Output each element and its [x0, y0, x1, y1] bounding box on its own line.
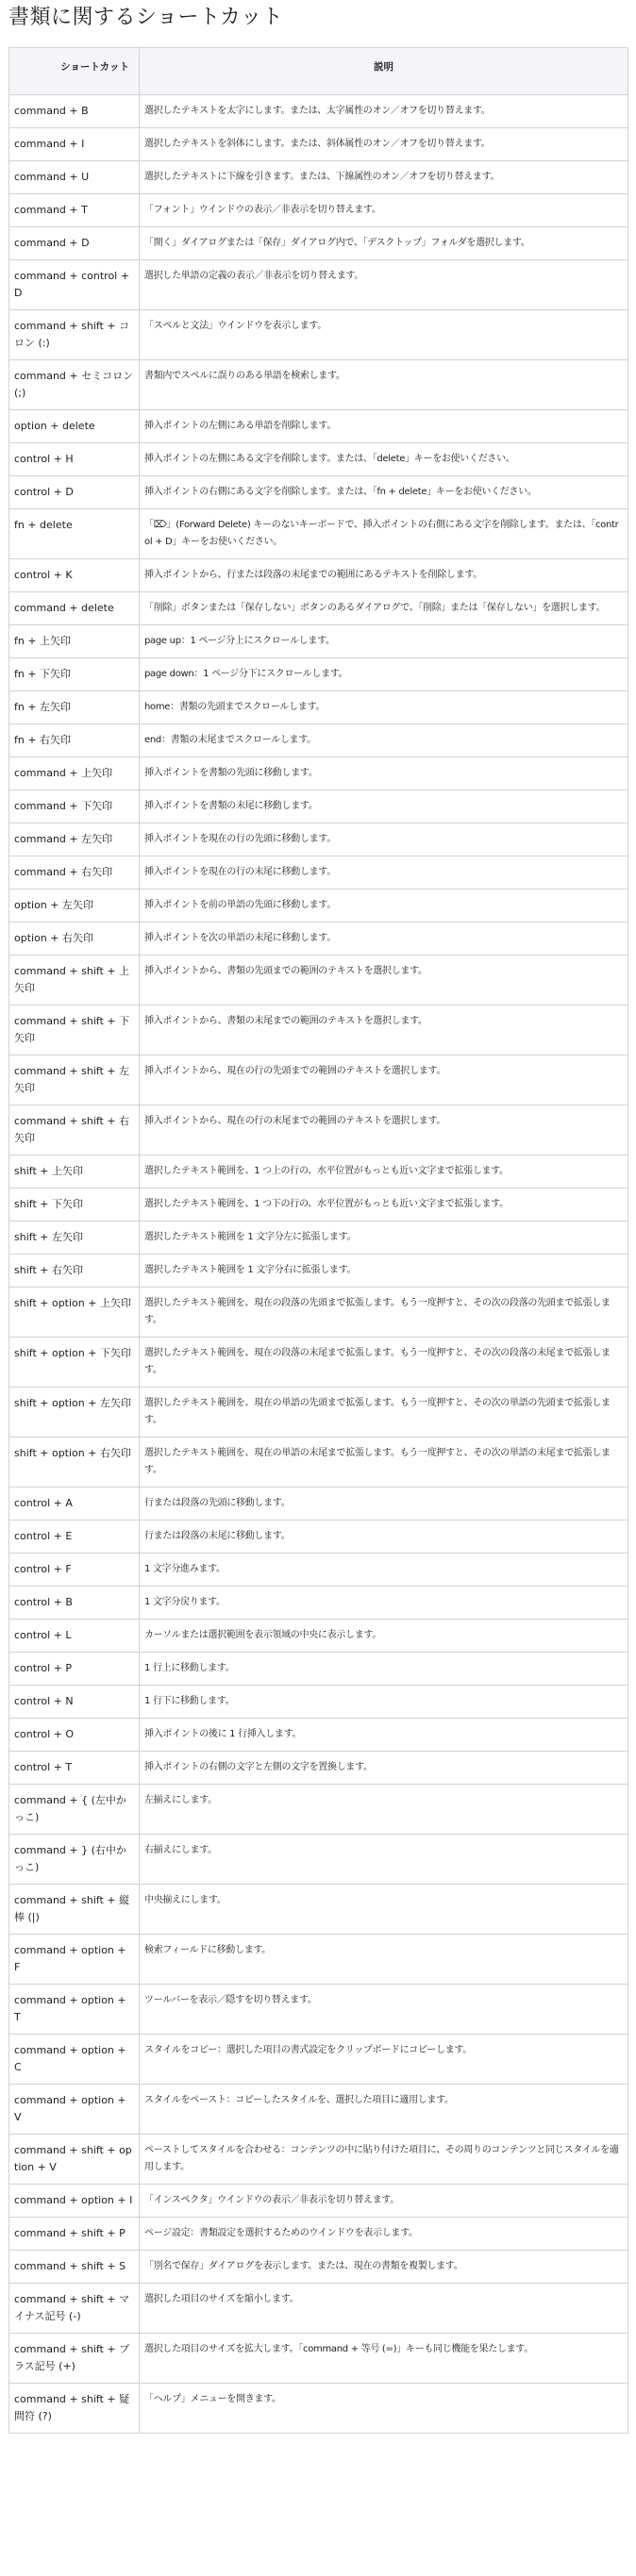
shortcut-key-cell: fn + delete — [9, 509, 140, 559]
table-row — [9, 161, 628, 194]
shortcut-key-cell: command + shift + マイナス記号 (-) — [9, 2284, 140, 2334]
shortcut-key-cell: option + 左矢印 — [9, 889, 140, 922]
shortcut-description-cell: page down：1 ページ分下にスクロールします。 — [140, 658, 628, 691]
shortcut-description-cell: 選択したテキストを斜体にします。または、斜体属性のオン／オフを切り替えます。 — [140, 128, 628, 161]
table-row — [9, 691, 628, 724]
shortcut-description-cell: 選択した項目のサイズを縮小します。 — [140, 2284, 628, 2334]
shortcut-description-cell: 「開く」ダイアログまたは「保存」ダイアログ内で、「デスクトップ」フォルダを選択します。 — [140, 227, 628, 260]
shortcut-description-cell: 行または段落の先頭に移動します。 — [140, 1487, 628, 1521]
table-body — [9, 95, 628, 2434]
table-row — [9, 1438, 628, 1487]
shortcut-description-cell: 挿入ポイントを前の単語の先頭に移動します。 — [140, 889, 628, 922]
table-row — [9, 2251, 628, 2284]
table-row — [9, 1388, 628, 1438]
shortcut-key-cell: control + D — [9, 476, 140, 509]
table-row — [9, 2185, 628, 2218]
shortcut-description-cell: 挿入ポイントの後に 1 行挿入します。 — [140, 1719, 628, 1752]
shortcut-key-cell: command + control + D — [9, 260, 140, 310]
table-row — [9, 1686, 628, 1719]
shortcut-key-cell: shift + 下矢印 — [9, 1188, 140, 1222]
shortcut-description-cell: 挿入ポイントの左側にある文字を削除します。または、「delete」キーをお使いください。 — [140, 443, 628, 476]
shortcut-description-cell: 行または段落の末尾に移動します。 — [140, 1521, 628, 1554]
table-row — [9, 1288, 628, 1338]
table-row — [9, 2334, 628, 2384]
table-row — [9, 1105, 628, 1155]
table-row — [9, 95, 628, 128]
shortcut-description-cell: 「インスペクタ」ウインドウの表示／非表示を切り替えます。 — [140, 2185, 628, 2218]
table-row — [9, 2384, 628, 2434]
table-row — [9, 227, 628, 260]
shortcut-key-cell: command + 右矢印 — [9, 856, 140, 889]
table-row — [9, 757, 628, 790]
table-row — [9, 1653, 628, 1686]
shortcut-description-cell: スタイルをペースト：コピーしたスタイルを、選択した項目に適用します。 — [140, 2085, 628, 2135]
shortcut-description-cell: page up：1 ページ分上にスクロールします。 — [140, 625, 628, 658]
table-row — [9, 1985, 628, 2035]
shortcut-description-cell: スタイルをコピー：選択した項目の書式設定をクリップボードにコピーします。 — [140, 2035, 628, 2085]
table-row — [9, 1222, 628, 1255]
shortcut-key-cell: fn + 右矢印 — [9, 724, 140, 757]
table-row — [9, 592, 628, 625]
shortcut-description-cell: 書類内でスペルに誤りのある単語を検索します。 — [140, 360, 628, 410]
shortcut-key-cell: command + 下矢印 — [9, 790, 140, 823]
table-row — [9, 1785, 628, 1835]
shortcut-description-cell: 右揃えにします。 — [140, 1835, 628, 1885]
shortcut-description-cell: 選択したテキストを太字にします。または、太字属性のオン／オフを切り替えます。 — [140, 95, 628, 128]
table-row — [9, 1835, 628, 1885]
table-row — [9, 310, 628, 360]
table-row — [9, 260, 628, 310]
table-row — [9, 1587, 628, 1620]
shortcut-description-cell: 挿入ポイントの右側にある文字を削除します。または、「fn + delete」キーをお使いください。 — [140, 476, 628, 509]
table-row — [9, 1935, 628, 1985]
shortcut-description-cell: 挿入ポイントから、現在の行の末尾までの範囲のテキストを選択します。 — [140, 1105, 628, 1155]
shortcut-key-cell: command + { (左中かっこ) — [9, 1785, 140, 1835]
shortcut-key-cell: command + U — [9, 161, 140, 194]
shortcut-key-cell: command + shift + S — [9, 2251, 140, 2284]
shortcut-key-cell: control + T — [9, 1752, 140, 1785]
shortcut-description-cell: 1 行下に移動します。 — [140, 1686, 628, 1719]
shortcut-key-cell: control + H — [9, 443, 140, 476]
shortcuts-table — [8, 47, 628, 2434]
table-row — [9, 1521, 628, 1554]
table-row — [9, 2284, 628, 2334]
column-header-description: 説明 — [140, 48, 628, 95]
shortcut-description-cell: 選択したテキスト範囲を 1 文字分右に拡張します。 — [140, 1255, 628, 1288]
shortcut-description-cell: 挿入ポイントを次の単語の末尾に移動します。 — [140, 922, 628, 956]
shortcut-key-cell: fn + 上矢印 — [9, 625, 140, 658]
shortcut-description-cell: 「ヘルプ」メニューを開きます。 — [140, 2384, 628, 2434]
shortcut-description-cell: ページ設定：書類設定を選択するためのウインドウを表示します。 — [140, 2218, 628, 2251]
shortcut-description-cell: end：書類の末尾までスクロールします。 — [140, 724, 628, 757]
table-row — [9, 658, 628, 691]
shortcut-description-cell: 1 行上に移動します。 — [140, 1653, 628, 1686]
shortcut-description-cell: 左揃えにします。 — [140, 1785, 628, 1835]
table-row — [9, 410, 628, 443]
table-row — [9, 443, 628, 476]
shortcut-key-cell: control + K — [9, 559, 140, 592]
shortcut-description-cell: 挿入ポイントを書類の先頭に移動します。 — [140, 757, 628, 790]
shortcut-key-cell: control + F — [9, 1554, 140, 1587]
shortcut-key-cell: control + B — [9, 1587, 140, 1620]
table-row — [9, 1885, 628, 1935]
shortcut-key-cell: command + shift + 疑問符 (?) — [9, 2384, 140, 2434]
shortcut-key-cell: shift + option + 上矢印 — [9, 1288, 140, 1338]
shortcut-description-cell: 挿入ポイントから、現在の行の先頭までの範囲のテキストを選択します。 — [140, 1055, 628, 1105]
shortcut-description-cell: 選択した単語の定義の表示／非表示を切り替えます。 — [140, 260, 628, 310]
table-row — [9, 1188, 628, 1222]
shortcut-description-cell: 1 文字分戻ります。 — [140, 1587, 628, 1620]
page-title: 書類に関するショートカット — [8, 6, 284, 29]
shortcut-key-cell: fn + 左矢印 — [9, 691, 140, 724]
shortcut-description-cell: 選択したテキスト範囲を、現在の段落の末尾まで拡張します。もう一度押すと、その次の段落の末尾まで拡張します。 — [140, 1338, 628, 1388]
shortcut-key-cell: control + N — [9, 1686, 140, 1719]
shortcut-description-cell: 挿入ポイントを現在の行の末尾に移動します。 — [140, 856, 628, 889]
shortcut-description-cell: 「削除」ボタンまたは「保存しない」ボタンのあるダイアログで、「削除」または「保存しない」を選択します。 — [140, 592, 628, 625]
shortcut-description-cell: 「別名で保存」ダイアログを表示します。または、現在の書類を複製します。 — [140, 2251, 628, 2284]
table-row — [9, 1005, 628, 1055]
shortcut-key-cell: command + 上矢印 — [9, 757, 140, 790]
shortcut-key-cell: command + 左矢印 — [9, 823, 140, 856]
shortcut-description-cell: 「スペルと文法」ウインドウを表示します。 — [140, 310, 628, 360]
shortcut-key-cell: shift + option + 右矢印 — [9, 1438, 140, 1487]
shortcut-key-cell: command + セミコロン (;) — [9, 360, 140, 410]
table-row — [9, 2135, 628, 2185]
shortcut-key-cell: shift + 左矢印 — [9, 1222, 140, 1255]
shortcut-key-cell: control + O — [9, 1719, 140, 1752]
table-header-row — [9, 48, 628, 95]
shortcut-description-cell: 選択したテキスト範囲を、現在の段落の先頭まで拡張します。もう一度押すと、その次の段落の先頭まで拡張します。 — [140, 1288, 628, 1338]
table-row — [9, 922, 628, 956]
shortcut-key-cell: command + shift + プラス記号 (+) — [9, 2334, 140, 2384]
table-row — [9, 509, 628, 559]
column-header-shortcut: ショートカット — [9, 48, 140, 95]
shortcut-description-cell: home：書類の先頭までスクロールします。 — [140, 691, 628, 724]
shortcut-description-cell: ツールバーを表示／隠すを切り替えます。 — [140, 1985, 628, 2035]
table-row — [9, 1752, 628, 1785]
shortcut-description-cell: 挿入ポイントの左側にある単語を削除します。 — [140, 410, 628, 443]
shortcut-key-cell: option + 右矢印 — [9, 922, 140, 956]
table-row — [9, 856, 628, 889]
shortcut-description-cell: 1 文字分進みます。 — [140, 1554, 628, 1587]
shortcut-key-cell: command + } (右中かっこ) — [9, 1835, 140, 1885]
table-row — [9, 1338, 628, 1388]
table-row — [9, 360, 628, 410]
shortcut-description-cell: 挿入ポイントから、書類の先頭までの範囲のテキストを選択します。 — [140, 956, 628, 1005]
table-row — [9, 559, 628, 592]
shortcut-key-cell: control + L — [9, 1620, 140, 1653]
shortcut-description-cell: 選択したテキストに下線を引きます。または、下線属性のオン／オフを切り替えます。 — [140, 161, 628, 194]
table-row — [9, 2085, 628, 2135]
table-row — [9, 724, 628, 757]
shortcut-key-cell: command + shift + option + V — [9, 2135, 140, 2185]
table-row — [9, 790, 628, 823]
table-row — [9, 823, 628, 856]
table-row — [9, 625, 628, 658]
shortcut-description-cell: 選択したテキスト範囲を、現在の単語の先頭まで拡張します。もう一度押すと、その次の単語の先頭まで拡張します。 — [140, 1388, 628, 1438]
shortcut-key-cell: command + shift + 右矢印 — [9, 1105, 140, 1155]
shortcut-key-cell: command + shift + 下矢印 — [9, 1005, 140, 1055]
shortcut-description-cell: 選択したテキスト範囲を、1 つ上の行の、水平位置がもっとも近い文字まで拡張します。 — [140, 1155, 628, 1188]
table-row — [9, 1620, 628, 1653]
shortcut-key-cell: shift + 上矢印 — [9, 1155, 140, 1188]
shortcut-key-cell: command + option + I — [9, 2185, 140, 2218]
shortcut-key-cell: option + delete — [9, 410, 140, 443]
shortcut-key-cell: control + E — [9, 1521, 140, 1554]
table-row — [9, 194, 628, 227]
shortcut-description-cell: 挿入ポイントから、行または段落の末尾までの範囲にあるテキストを削除します。 — [140, 559, 628, 592]
shortcut-description-cell: 選択したテキスト範囲を、現在の単語の末尾まで拡張します。もう一度押すと、その次の単語の末尾まで拡張します。 — [140, 1438, 628, 1487]
shortcut-key-cell: command + shift + 上矢印 — [9, 956, 140, 1005]
table-row — [9, 889, 628, 922]
shortcut-description-cell: 選択した項目のサイズを拡大します。「command + 等号 (=)」キーも同じ機能を果たします。 — [140, 2334, 628, 2384]
shortcut-description-cell: 選択したテキスト範囲を、1 つ下の行の、水平位置がもっとも近い文字まで拡張します。 — [140, 1188, 628, 1222]
shortcut-key-cell: shift + 右矢印 — [9, 1255, 140, 1288]
shortcut-key-cell: command + option + F — [9, 1935, 140, 1985]
shortcut-key-cell: command + option + V — [9, 2085, 140, 2135]
table-row — [9, 1719, 628, 1752]
table-row — [9, 1554, 628, 1587]
shortcut-key-cell: fn + 下矢印 — [9, 658, 140, 691]
shortcut-key-cell: command + option + T — [9, 1985, 140, 2035]
shortcut-description-cell: 検索フィールドに移動します。 — [140, 1935, 628, 1985]
shortcut-key-cell: command + T — [9, 194, 140, 227]
shortcut-description-cell: 選択したテキスト範囲を 1 文字分左に拡張します。 — [140, 1222, 628, 1255]
shortcut-description-cell: カーソルまたは選択範囲を表示領域の中央に表示します。 — [140, 1620, 628, 1653]
shortcut-description-cell: 挿入ポイントの右側の文字と左側の文字を置換します。 — [140, 1752, 628, 1785]
table-row — [9, 2218, 628, 2251]
shortcut-key-cell: control + P — [9, 1653, 140, 1686]
table-row — [9, 476, 628, 509]
shortcut-key-cell: command + B — [9, 95, 140, 128]
table-row — [9, 1055, 628, 1105]
shortcut-key-cell: command + I — [9, 128, 140, 161]
shortcut-key-cell: command + shift + 左矢印 — [9, 1055, 140, 1105]
table-row — [9, 2035, 628, 2085]
shortcut-key-cell: shift + option + 左矢印 — [9, 1388, 140, 1438]
shortcut-description-cell: ペーストしてスタイルを合わせる：コンテンツの中に貼り付けた項目に、その周りのコンテンツと同じスタイルを適用します。 — [140, 2135, 628, 2185]
shortcut-key-cell: command + D — [9, 227, 140, 260]
table-row — [9, 1487, 628, 1521]
shortcut-description-cell: 挿入ポイントから、書類の末尾までの範囲のテキストを選択します。 — [140, 1005, 628, 1055]
shortcut-key-cell: command + option + C — [9, 2035, 140, 2085]
shortcut-key-cell: command + shift + コロン (:) — [9, 310, 140, 360]
table-row — [9, 1255, 628, 1288]
shortcut-key-cell: command + shift + P — [9, 2218, 140, 2251]
shortcut-description-cell: 「フォント」ウインドウの表示／非表示を切り替えます。 — [140, 194, 628, 227]
shortcut-description-cell: 中央揃えにします。 — [140, 1885, 628, 1935]
shortcut-description-cell: 「⌦」(Forward Delete) キーのないキーボードで、挿入ポイントの右側にある文字を削除します。または、「control + D」キーをお使いください。 — [140, 509, 628, 559]
shortcut-description-cell: 挿入ポイントを書類の末尾に移動します。 — [140, 790, 628, 823]
shortcut-key-cell: shift + option + 下矢印 — [9, 1338, 140, 1388]
shortcut-key-cell: control + A — [9, 1487, 140, 1521]
table-row — [9, 1155, 628, 1188]
shortcut-key-cell: command + delete — [9, 592, 140, 625]
shortcut-key-cell: command + shift + 縦棒 (|) — [9, 1885, 140, 1935]
shortcut-description-cell: 挿入ポイントを現在の行の先頭に移動します。 — [140, 823, 628, 856]
table-row — [9, 956, 628, 1005]
table-row — [9, 128, 628, 161]
